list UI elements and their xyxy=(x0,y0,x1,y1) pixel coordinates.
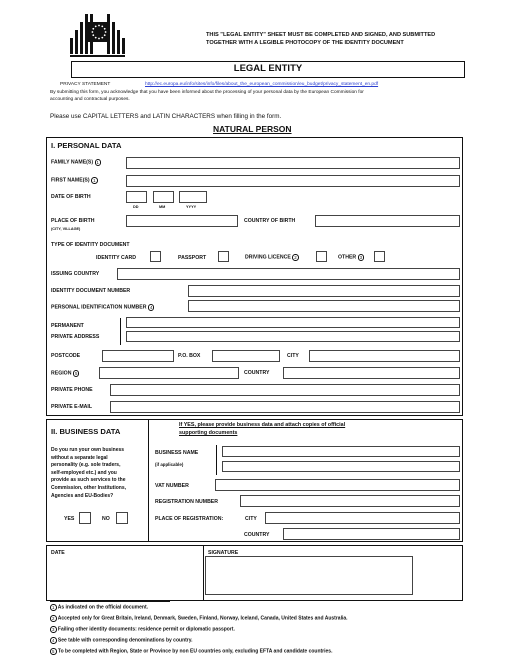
registration-number-label: REGISTRATION NUMBER xyxy=(155,499,219,505)
footnote-3-marker: 3 xyxy=(358,254,365,261)
dob-year-caption: YYYY xyxy=(186,205,197,209)
footnote-1 xyxy=(50,604,148,611)
capital-letters-note: Please use CAPITAL LETTERS and LATIN CHARACTERS when filling in the form. xyxy=(50,113,282,120)
place-of-birth-field[interactable] xyxy=(126,215,238,227)
id-document-number-label: IDENTITY DOCUMENT NUMBER xyxy=(51,288,131,294)
identity-card-checkbox[interactable] xyxy=(150,251,161,262)
region-label-text: REGION xyxy=(51,370,72,377)
vat-number-label: VAT NUMBER xyxy=(155,483,189,489)
date-of-birth-label: DATE OF BIRTH xyxy=(51,194,91,200)
city-village-caption: (CITY, VILLAGE) xyxy=(51,227,81,231)
dob-day-caption: DD xyxy=(133,205,139,209)
first-name-field[interactable] xyxy=(126,175,460,187)
question-line: provide as such services to the xyxy=(51,477,126,484)
personal-id-number-label-text: PERSONAL IDENTIFICATION NUMBER xyxy=(51,304,147,311)
question-line: personality (e.g. sole traders, xyxy=(51,462,121,469)
permanent-label: PERMANENT xyxy=(51,323,84,329)
private-email-label: PRIVATE E-MAIL xyxy=(51,404,93,410)
footnote-3-text: Failing other identity documents: residence permit or diplomatic passport. xyxy=(57,626,235,633)
driving-licence-label xyxy=(245,254,299,261)
footnote-2-marker: 2 xyxy=(292,254,299,261)
po-box-label: P.O. BOX xyxy=(178,353,201,359)
other-label-text: OTHER xyxy=(338,254,357,261)
question-line: Commission, other Institutions, xyxy=(51,484,127,491)
id-document-type-label: TYPE OF IDENTITY DOCUMENT xyxy=(51,242,130,248)
country-label: COUNTRY xyxy=(244,370,270,376)
first-name-label-text: FIRST NAME(S) xyxy=(51,177,90,184)
personal-id-number-label xyxy=(51,304,154,311)
registration-city-field[interactable] xyxy=(265,512,460,524)
business-name-label: BUSINESS NAME xyxy=(155,450,199,456)
registration-country-label: COUNTRY xyxy=(244,532,270,538)
footnote-5-text: To be completed with Region, State or Province by non EU countries only, excluding EFTA and candidate countries. xyxy=(57,648,333,655)
other-checkbox[interactable] xyxy=(374,251,385,262)
address-line-1-field[interactable] xyxy=(126,317,460,328)
first-name-label xyxy=(51,177,98,184)
address-line-2-field[interactable] xyxy=(126,331,460,342)
city-field[interactable] xyxy=(309,350,460,362)
family-name-label-text: FAMILY NAME(S) xyxy=(51,159,94,166)
registration-number-field[interactable] xyxy=(240,495,460,507)
question-line: Agencies and EU-Bodies? xyxy=(51,492,114,499)
business-name-divider xyxy=(216,445,217,475)
footnote-1-number: 1 xyxy=(50,604,57,611)
footnote-4-number: 4 xyxy=(50,637,57,644)
date-label: DATE xyxy=(51,550,65,556)
passport-checkbox[interactable] xyxy=(218,251,229,262)
place-of-registration-label: PLACE OF REGISTRATION: xyxy=(155,516,224,522)
identity-card-label: IDENTITY CARD xyxy=(96,255,136,261)
driving-licence-label-text: DRIVING LICENCE xyxy=(245,254,291,261)
submission-notice xyxy=(206,31,466,47)
region-field[interactable] xyxy=(99,367,239,379)
private-address-label: PRIVATE ADDRESS xyxy=(51,334,100,340)
id-document-number-field[interactable] xyxy=(188,285,460,297)
po-box-field[interactable] xyxy=(212,350,280,362)
footnote-4-marker: 4 xyxy=(148,304,155,311)
if-yes-line-2: supporting documents xyxy=(179,430,238,436)
footnote-4-text: See table with corresponding denominations by country. xyxy=(57,637,193,644)
private-email-field[interactable] xyxy=(110,401,460,413)
question-line: Do you run your own business xyxy=(51,447,125,453)
notice-line-2: TOGETHER WITH A LEGIBLE PHOTOCOPY OF THE IDENTITY DOCUMENT xyxy=(206,40,404,46)
signature-label: SIGNATURE xyxy=(208,550,239,556)
business-data-title: II. BUSINESS DATA xyxy=(51,427,121,436)
no-checkbox[interactable] xyxy=(116,512,128,524)
private-phone-label: PRIVATE PHONE xyxy=(51,387,93,393)
region-label xyxy=(51,370,79,377)
question-line: self-employed etc.) and you xyxy=(51,469,117,476)
place-of-birth-label: PLACE OF BIRTH xyxy=(51,218,95,224)
footnote-1-marker: 1 xyxy=(95,159,102,166)
issuing-country-field[interactable] xyxy=(117,268,460,280)
no-label: NO xyxy=(102,516,110,522)
business-name-line-2-field[interactable] xyxy=(222,461,460,472)
signature-divider xyxy=(203,546,204,600)
notice-line-1: THIS "LEGAL ENTITY" SHEET MUST BE COMPLETED AND SIGNED, AND SUBMITTED xyxy=(206,32,436,38)
address-divider xyxy=(120,318,121,345)
other-label xyxy=(338,254,364,261)
driving-licence-checkbox[interactable] xyxy=(316,251,327,262)
registration-city-label: CITY xyxy=(245,516,257,522)
business-question xyxy=(51,447,146,500)
country-of-birth-label: COUNTRY OF BIRTH xyxy=(244,218,296,224)
signature-field[interactable] xyxy=(205,556,413,595)
yes-checkbox[interactable] xyxy=(79,512,91,524)
if-yes-line-1: If YES, please provide business data and attach copies of official xyxy=(179,422,346,428)
footnote-2-text: Accepted only for Great Britain, Ireland, Denmark, Sweden, Finland, Norway, Iceland, Canada, United States and Australia. xyxy=(57,615,348,622)
business-divider xyxy=(148,420,149,541)
country-field[interactable] xyxy=(283,367,460,379)
intro-line-2: accounting and contractual purposes. xyxy=(50,97,130,102)
passport-label: PASSPORT xyxy=(178,255,207,261)
footnote-1-marker: 1 xyxy=(91,177,98,184)
personal-data-title: I. PERSONAL DATA xyxy=(51,141,122,150)
dob-month-field[interactable] xyxy=(153,191,174,203)
vat-number-field[interactable] xyxy=(215,479,460,491)
postcode-field[interactable] xyxy=(102,350,174,362)
issuing-country-label: ISSUING COUNTRY xyxy=(51,271,100,277)
privacy-statement-label: PRIVACY STATEMENT xyxy=(60,82,111,87)
dob-day-field[interactable] xyxy=(126,191,147,203)
intro-line-1: By submitting this form, you acknowledge that you have been informed about the processing of your personal data by the European Commission for xyxy=(50,90,364,95)
private-phone-field[interactable] xyxy=(110,384,460,396)
footnote-2-number: 2 xyxy=(50,615,57,622)
eu-flag-logo xyxy=(70,8,125,58)
if-applicable-caption: (if applicable) xyxy=(155,462,184,467)
footnote-1-text: As indicated on the official document. xyxy=(57,604,149,611)
footnote-2 xyxy=(50,615,348,622)
footnote-4 xyxy=(50,637,193,644)
form-title: LEGAL ENTITY xyxy=(71,61,465,78)
question-line: without a separate legal xyxy=(51,454,108,461)
intro-text xyxy=(50,89,470,103)
footnote-3 xyxy=(50,626,235,633)
family-name-label xyxy=(51,159,101,166)
family-name-field[interactable] xyxy=(126,157,460,169)
footnote-5 xyxy=(50,648,332,655)
yes-label: YES xyxy=(64,516,75,522)
form-subtitle: NATURAL PERSON xyxy=(213,124,292,134)
business-name-line-1-field[interactable] xyxy=(222,446,460,457)
footnote-3-number: 3 xyxy=(50,626,57,633)
country-of-birth-field[interactable] xyxy=(315,215,460,227)
dob-year-field[interactable] xyxy=(179,191,207,203)
personal-id-number-field[interactable] xyxy=(188,300,460,312)
registration-country-field[interactable] xyxy=(283,528,460,540)
privacy-statement-link[interactable]: http://ec.europa.eu/info/sites/info/files/about_the_european_commission/eu_budget/privacy_statement_en.pdf xyxy=(145,82,379,87)
postcode-label: POSTCODE xyxy=(51,353,81,359)
footnote-5-number: 5 xyxy=(50,648,57,655)
footnote-rule xyxy=(50,601,170,602)
footnote-5-marker: 5 xyxy=(73,370,80,377)
city-label: CITY xyxy=(287,353,299,359)
dob-month-caption: MM xyxy=(159,205,166,209)
